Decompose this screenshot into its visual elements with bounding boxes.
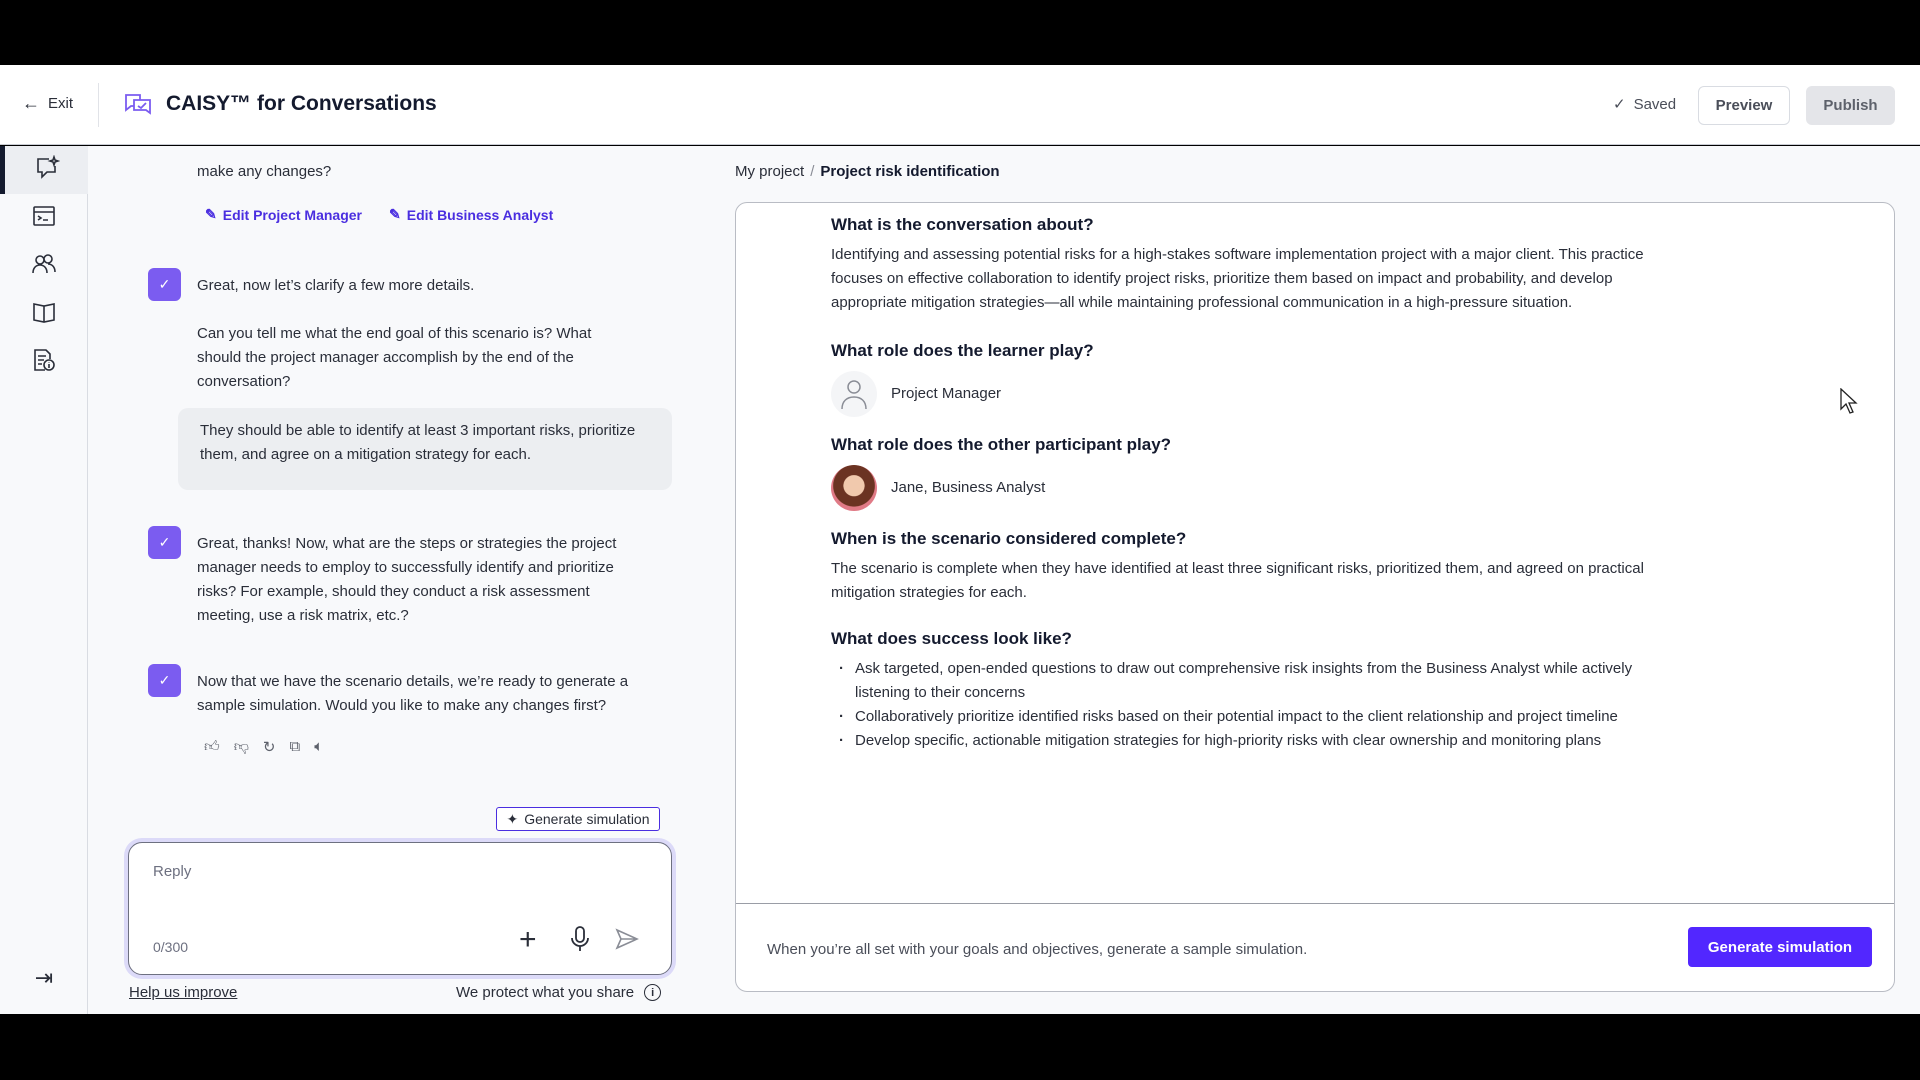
info-icon[interactable]: i	[644, 984, 661, 1001]
other-role-label: Jane, Business Analyst	[891, 479, 1046, 496]
section-heading: What role does the other participant play?	[831, 435, 1172, 454]
bot-message: Great, thanks! Now, what are the steps or strategies the project manager needs to employ to successfully identify and prioritize risks? For example, should they conduct a risk assessment meeting, use a risk matrix, etc.?	[197, 535, 617, 624]
edit-link-label: Edit Business Analyst	[406, 206, 554, 223]
success-list	[831, 657, 1671, 753]
exit-label: Exit	[48, 95, 74, 112]
bot-avatar	[148, 664, 181, 697]
completion-criteria: The scenario is complete when they have identified at least three significant risks, prioritized them, and agreed on practical mitigation strategies for each.	[831, 560, 1644, 601]
generate-simulation-button[interactable]: Generate simulation	[1688, 927, 1872, 967]
bot-message: Can you tell me what the end goal of this scenario is? What should the project manager accomplish by the end of the conversation?	[197, 325, 592, 390]
app-title: CAISY™ for Conversations	[166, 92, 437, 115]
reply-box[interactable]	[128, 842, 672, 975]
arrow-left-icon: ←	[22, 93, 40, 113]
char-count: 0/300	[153, 939, 189, 955]
thumbs-up-icon[interactable]: 👍︎	[204, 738, 220, 755]
saved-status	[1613, 95, 1676, 113]
success-item: · Collaboratively prioritize identified risks based on their potential impact to the client relationship and project timeline	[831, 705, 1671, 729]
book-icon	[31, 299, 57, 330]
sidebar	[0, 146, 88, 1014]
jane-avatar	[831, 465, 877, 511]
chat-message-tail: make any changes?	[197, 163, 332, 180]
regenerate-icon[interactable]: ↻	[262, 739, 276, 756]
chat-sparkle-icon	[34, 155, 60, 186]
caisy-logo-icon	[123, 89, 153, 124]
reply-input[interactable]: Reply	[153, 863, 192, 880]
main-area	[0, 146, 1920, 1014]
privacy-notice[interactable]	[456, 984, 661, 1001]
document-info-icon	[31, 347, 57, 378]
section-heading: What role does the learner play?	[831, 341, 1094, 360]
breadcrumb-separator: /	[810, 163, 815, 180]
bot-message: Now that we have the scenario details, we’re ready to generate a sample simulation. Would you like to make any changes first?	[197, 673, 629, 714]
user-avatar-icon	[831, 371, 877, 417]
preview-button[interactable]: Preview	[1698, 86, 1790, 125]
send-icon[interactable]	[615, 927, 639, 956]
mouse-cursor-icon	[1840, 388, 1858, 419]
copy-icon[interactable]: ⧉	[289, 738, 301, 755]
breadcrumb-parent[interactable]: My project	[735, 163, 805, 180]
sidebar-item-resources[interactable]	[0, 290, 88, 338]
caisy-logo-icon: ✓	[158, 534, 171, 550]
speaker-icon[interactable]: 🔈︎	[314, 738, 324, 755]
success-item: · Ask targeted, open-ended questions to draw out comprehensive risk insights from the Business Analyst while actively listening to their concerns	[831, 657, 1671, 705]
publish-button[interactable]: Publish	[1806, 86, 1895, 125]
section-heading: What does success look like?	[831, 629, 1072, 648]
sidebar-item-participants[interactable]	[0, 242, 88, 290]
message-actions	[204, 738, 323, 756]
app-header	[0, 65, 1920, 145]
learner-role-label: Project Manager	[891, 385, 1002, 402]
generate-chip-label: Generate simulation	[524, 811, 650, 827]
check-icon: ✓	[1613, 96, 1626, 113]
header-divider	[98, 83, 99, 127]
caisy-logo-icon: ✓	[158, 276, 171, 292]
sidebar-item-details[interactable]	[0, 338, 88, 386]
generate-simulation-chip[interactable]	[496, 807, 660, 831]
edit-business-analyst-link[interactable]	[389, 206, 553, 223]
attach-icon[interactable]: +	[519, 923, 537, 956]
collapse-right-icon: ⇥	[34, 965, 54, 990]
bot-message: Great, now let’s clarify a few more details.	[197, 277, 475, 294]
pencil-icon: ✎	[389, 206, 401, 222]
thumbs-down-icon[interactable]: 👎︎	[233, 738, 249, 755]
caisy-logo-icon: ✓	[158, 672, 171, 688]
sidebar-item-scenario[interactable]	[0, 194, 88, 242]
card-footer-divider	[736, 903, 1894, 904]
edit-project-manager-link[interactable]	[205, 206, 362, 223]
section-heading: What is the conversation about?	[831, 215, 1094, 234]
conversation-description: Identifying and assessing potential risks for a high-stakes software implementation project with a major client. This practice focuses on effective collaboration to identify project risks, prioritize them based on impact and probability, and develop appropriate mitigation strategies—all while maintaining professional communication in a high-pressure situation.	[831, 246, 1644, 311]
help-us-improve-link[interactable]: Help us improve	[129, 984, 238, 1001]
section-heading: When is the scenario considered complete?	[831, 529, 1187, 548]
scenario-summary-card	[735, 202, 1895, 992]
bot-avatar	[148, 526, 181, 559]
other-role	[831, 465, 1671, 511]
learner-role	[831, 371, 1671, 417]
expand-sidebar-button[interactable]	[0, 954, 88, 1002]
summary-content	[831, 215, 1671, 753]
exit-button[interactable]	[22, 93, 73, 114]
user-message-text: They should be able to identify at least 3 important risks, prioritize them, and agree on a mitigation strategy for each.	[200, 422, 636, 463]
pencil-icon: ✎	[205, 206, 217, 222]
saved-label: Saved	[1633, 95, 1677, 113]
microphone-icon[interactable]	[569, 925, 591, 958]
sparkle-icon: ✦	[506, 810, 519, 827]
user-message-bubble	[178, 408, 672, 490]
footer-hint: When you’re all set with your goals and objectives, generate a sample simulation.	[767, 941, 1308, 958]
terminal-icon	[31, 203, 57, 234]
success-item: · Develop specific, actionable mitigation strategies for high-priority risks with clear ownership and monitoring plans	[831, 729, 1671, 753]
privacy-label: We protect what you share	[456, 984, 635, 1001]
sidebar-item-chat[interactable]	[0, 146, 88, 194]
bot-avatar	[148, 268, 181, 301]
edit-link-label: Edit Project Manager	[222, 206, 362, 223]
breadcrumb	[735, 163, 1000, 180]
participants-icon	[31, 251, 57, 282]
breadcrumb-current: Project risk identification	[820, 163, 1000, 180]
